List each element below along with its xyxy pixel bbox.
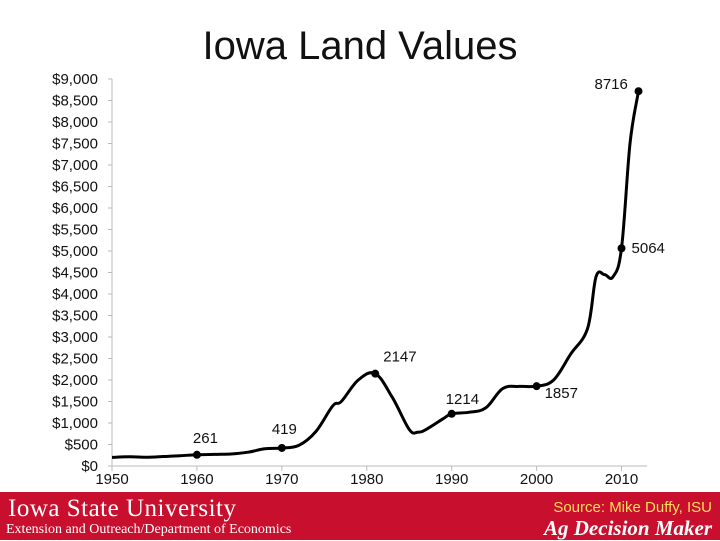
- y-tick-label: $9,000: [52, 71, 98, 88]
- chart-title: Iowa Land Values: [202, 24, 518, 68]
- y-tick-label: $7,500: [52, 135, 98, 153]
- y-tick-label: $6,500: [52, 178, 98, 196]
- data-label: 419: [271, 420, 297, 438]
- y-tick-label: $2,500: [52, 350, 98, 368]
- program-logo: Ag Decision Maker: [544, 516, 712, 540]
- data-point: [193, 451, 201, 459]
- y-tick-label: $4,000: [52, 286, 98, 303]
- source-text: Source: Mike Duffy, ISU: [553, 499, 712, 516]
- y-tick-label: $4,500: [52, 264, 98, 282]
- x-tick-label: 1980: [350, 471, 384, 488]
- x-tick-label: 1970: [265, 471, 299, 488]
- x-tick-label: 2010: [604, 471, 639, 488]
- data-label: 1214: [445, 390, 480, 408]
- y-tick-label: $3,500: [52, 307, 98, 325]
- y-tick-label: $0: [81, 458, 98, 475]
- y-tick-label: $7,000: [52, 157, 98, 174]
- data-point: [618, 244, 626, 252]
- department-text: Extension and Outreach/Department of Economics: [6, 522, 292, 537]
- y-tick-label: $5,500: [52, 221, 98, 239]
- marker-layer: [193, 76, 665, 459]
- y-axis: [52, 71, 112, 475]
- footer-bar: [0, 492, 720, 540]
- x-tick-label: 1950: [95, 471, 129, 488]
- y-tick-label: $3,000: [52, 329, 98, 346]
- y-tick-label: $5,000: [52, 243, 98, 260]
- y-tick-label: $8,000: [52, 114, 98, 131]
- x-tick-label: 2000: [519, 471, 554, 488]
- x-tick-label: 1990: [434, 471, 469, 488]
- y-tick-label: $1,000: [52, 415, 98, 432]
- data-point: [278, 444, 286, 452]
- data-point: [533, 382, 541, 390]
- series-layer: [112, 91, 639, 457]
- x-tick-label: 1960: [180, 471, 214, 488]
- data-label: 1857: [544, 385, 578, 403]
- data-label: 2147: [383, 348, 417, 366]
- data-label: 8716: [594, 76, 628, 94]
- y-tick-label: $8,500: [52, 92, 98, 110]
- y-tick-label: $2,000: [52, 372, 98, 389]
- data-point: [448, 410, 456, 418]
- series-line: [112, 91, 639, 457]
- university-logo: Iowa State University: [8, 495, 237, 522]
- y-tick-label: $1,500: [52, 393, 98, 411]
- y-tick-label: $6,000: [52, 200, 98, 217]
- x-axis: [95, 466, 647, 488]
- y-tick-label: $500: [64, 436, 98, 454]
- data-point: [635, 87, 643, 95]
- data-label: 5064: [631, 240, 665, 258]
- data-point: [371, 370, 379, 378]
- data-label: 261: [192, 429, 218, 447]
